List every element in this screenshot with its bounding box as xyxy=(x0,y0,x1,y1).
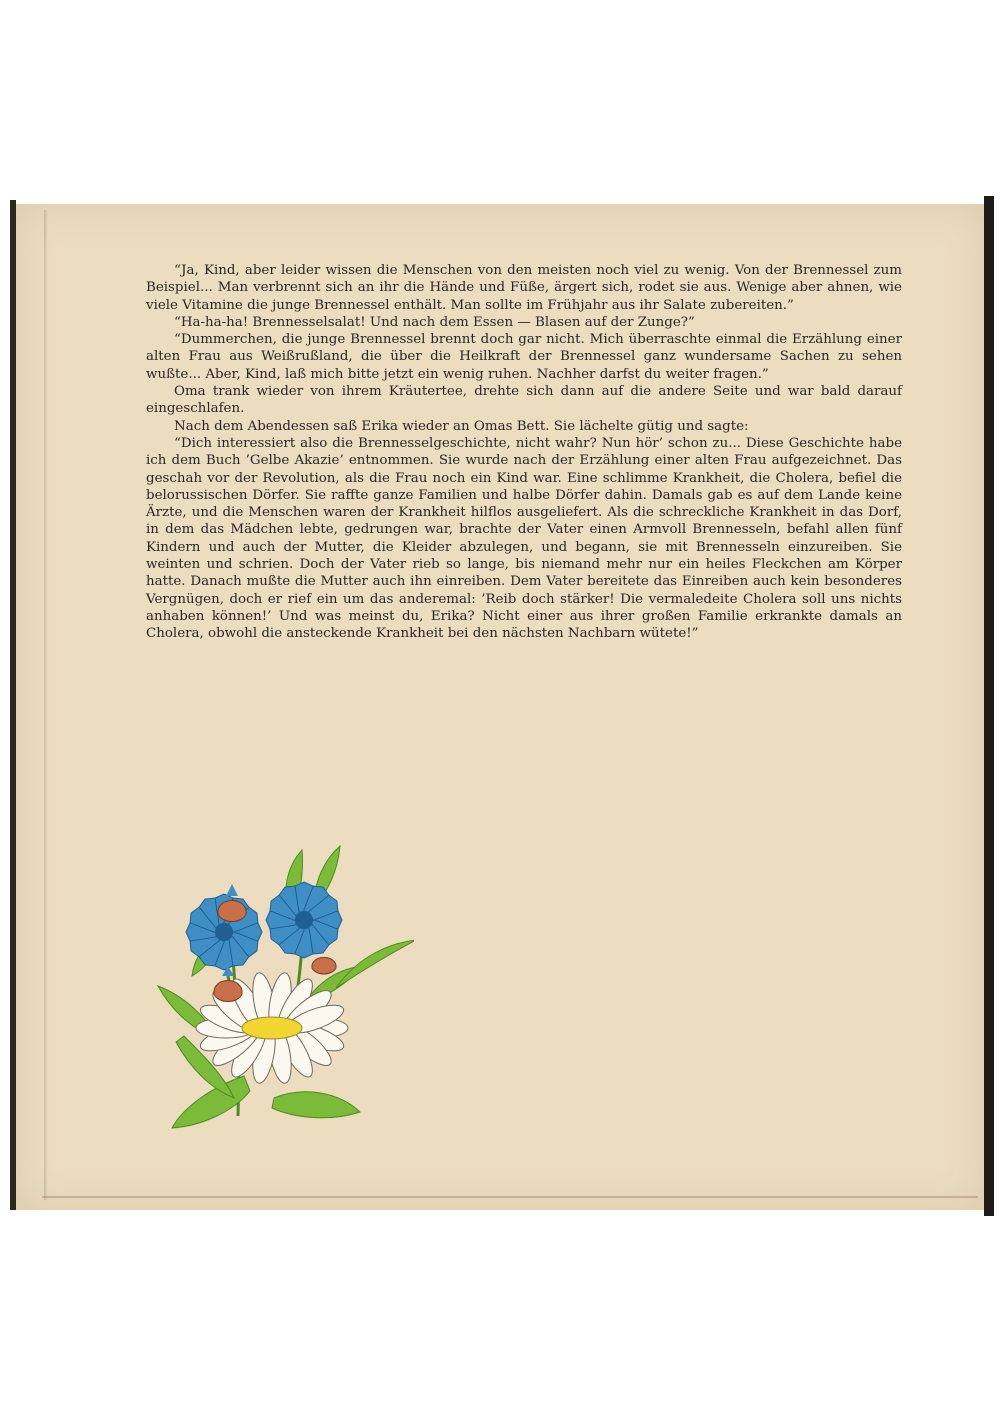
daisy-center xyxy=(242,1017,302,1039)
flower-illustration xyxy=(154,836,414,1136)
paragraph: “Ha-ha-ha! Brennesselsalat! Und nach dem Essen — Blasen auf der Zunge?” xyxy=(174,314,695,330)
paragraph: Oma trank wieder von ihrem Kräutertee, drehte sich dann auf die andere Seite und war bald darauf eingeschlafen. xyxy=(146,384,902,417)
cornflower-right xyxy=(266,882,342,958)
cornflower-center xyxy=(295,911,313,929)
paragraph: “Dummerchen, die junge Brennessel brennt doch gar nicht. Mich überraschte einmal die Erzählung einer alten Frau aus Weißrußland, die über die Heilkraft der Brennessel ganz wundersame Sachen zu sehen wußte... Aber, Kind, laß mich bitte jetzt ein wenig ruhen. Nachher darfst du weiter fragen.” xyxy=(146,332,902,382)
page-bottom-edge xyxy=(42,1196,978,1198)
bud-right xyxy=(312,958,336,975)
story-text xyxy=(146,262,902,643)
bud-mid-left xyxy=(214,966,242,1002)
scan-edge-right xyxy=(984,196,994,1216)
book-page xyxy=(16,204,984,1210)
paragraph: “Ja, Kind, aber leider wissen die Menschen von den meisten noch viel zu wenig. Von der Brennessel zum Beispiel... Man verbrennt sich an ihr die Hände und Füße, ärgert sich, rodet sie aus. Wenige aber ahnen, wie viele Vitamine die junge Brennessel enthält. Man sollte im Frühjahr aus ihr Salate zubereiten.” xyxy=(146,263,902,313)
paragraph: “Dich interessiert also die Brennesselgeschichte, nicht wahr? Nun hör’ schon zu... Diese Geschichte habe ich dem Buch ’Gelbe Akazie’ entnommen. Sie wurde nach der Erzählung einer alten Frau aufgezeichnet. Das geschah vor der Revolution, als die Frau noch ein Kind war. Eine schlimme Krankheit, die Cholera, befiel die belorussischen Dörfer. Sie raffte ganze Familien und halbe Dörfer dahin. Damals gab es auf dem Lande keine Ärzte, und die Menschen waren der Krankheit hilflos ausgeliefert. Als die schreckliche Krankheit in das Dorf, in dem das Mädchen lebte, gedrungen war, brachte der Vater einen Armvoll Brennesseln, befahl allen fünf Kindern und auch der Mutter, die Kleider abzulegen, und begann, sie mit Brennesseln einzureiben. Sie weinten und schrien. Doch der Vater rieb so lange, bis niemand mehr nur ein heiles Fleckchen am Körper hatte. Danach mußte die Mutter auch ihn einreiben. Dem Vater bereitete das Einreiben auch kein besonderes Vergnügen, doch er rief ein um das anderemal: ’Reib doch stärker! Die vermaledeite Cholera soll uns nichts anhaben können!’ Und was meinst du, Erika? Nicht einer aus ihrer großen Familie erkrankte damals an Cholera, obwohl die ansteckende Krankheit bei den nächsten Nachbarn wütete!” xyxy=(146,435,902,642)
paragraph: Nach dem Abendessen saß Erika wieder an Omas Bett. Sie lächelte gütig und sagte: xyxy=(174,418,749,434)
page-fold xyxy=(44,210,48,1200)
cornflower-center xyxy=(215,923,233,941)
